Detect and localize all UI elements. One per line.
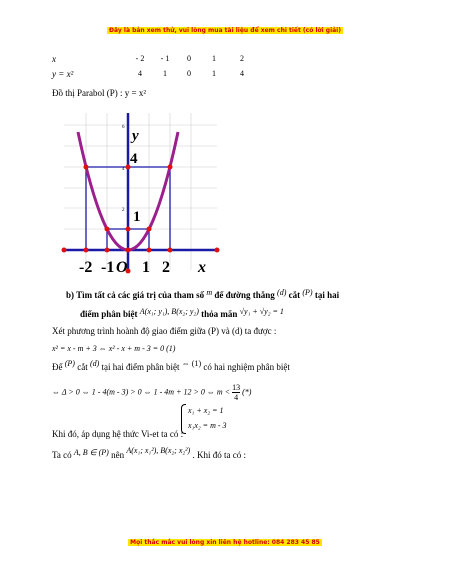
x-value: 2 (240, 54, 244, 63)
part-b-prefix: b) (66, 290, 75, 300)
x-label-neg1: -1 (101, 259, 115, 276)
x-label-1: 1 (142, 259, 150, 276)
solution-equation-1: x² = x - m + 3 ⇔ x² - x + m - 3 = 0 (1) (52, 344, 176, 353)
y-tick-label: 6 (122, 125, 125, 130)
solution-line-6 (52, 446, 246, 461)
symbol-p: (P) (64, 359, 75, 368)
y-tick-label: 2 (122, 208, 125, 213)
vieta-intro: Khi đó, áp dụng hệ thức Vi-et ta có : (52, 429, 184, 439)
inequality-chain: ⇔ Δ > 0 ⇔ 1 - 4(m - 3) > 0 ⇔ 1 - 4m + 12 > 0 ⇔ m < (52, 387, 231, 397)
part-b-line2 (80, 309, 284, 320)
solution-line-3 (52, 359, 290, 373)
y-tick-label: 4 (122, 167, 125, 172)
text-de: Để (52, 362, 63, 372)
text-two-points: tại hai điểm phân biệt (101, 362, 180, 372)
equiv-1: ⇔ (1) (181, 359, 202, 368)
part-b-text: Tìm tất cả các giá trị của tham số (76, 290, 205, 300)
vieta-sum: x₁ + x₂ = 1 (188, 406, 224, 415)
hotline-footer (0, 539, 450, 546)
star-mark: (*) (242, 387, 252, 397)
parabola-graph (52, 105, 230, 283)
text-nen: nên (111, 450, 125, 460)
table-x-label: x (52, 54, 56, 64)
y-axis-label: y (132, 128, 139, 144)
points-ab: A(x₁; y₁), B(x₂; y₂) (139, 307, 199, 316)
label-four: 4 (130, 151, 138, 167)
text-ta-co: Ta có (52, 450, 72, 460)
x-value: 0 (187, 54, 191, 63)
origin-label: O (116, 259, 128, 276)
x-label-neg2: -2 (79, 259, 93, 276)
parabola-p: (P) (302, 288, 313, 297)
ab-in-p: A, B ∈ (P) (73, 448, 109, 457)
graph-points (62, 165, 220, 274)
part-b-mid: để đường thẳng (214, 290, 275, 300)
ab-coordinates: A(x₁; x₁²), B(x₂; x₂²) (126, 446, 191, 455)
part-b-end: tại hai (314, 290, 340, 300)
part-b-line1 (66, 290, 339, 301)
text-khi-do: . Khi đó ta có : (192, 450, 246, 460)
symbol-d: (d) (89, 359, 100, 368)
fraction-denominator: 4 (234, 393, 239, 402)
param-m: m (206, 288, 213, 297)
y-value: 4 (240, 69, 244, 78)
x-value: - 1 (160, 54, 170, 63)
y-value: 0 (187, 69, 191, 78)
x-axis-label: x (198, 259, 206, 276)
y-value: 1 (212, 69, 216, 78)
x-label-2: 2 (162, 259, 170, 276)
solution-line-1: Xét phương trình hoành độ giao điểm giữa (P) và (d) ta được : (52, 326, 277, 336)
vieta-product: x₁x₂ = m - 3 (188, 421, 227, 430)
part-b-satisfy: thỏa mãn (201, 309, 238, 319)
fraction-13-4 (232, 383, 240, 402)
preview-notice-text: Đây là bản xem thử, vui lòng mua tài liệu để xem chi tiết (có lời giải) (109, 27, 341, 34)
solution-inequality (52, 383, 251, 402)
x-value: 1 (212, 54, 216, 63)
text-cat: cắt (77, 362, 88, 372)
graph-grid (64, 113, 217, 270)
part-b-cut: cắt (288, 290, 301, 300)
table-y-label: y = x² (52, 69, 74, 79)
hotline-text: Mọi thắc mắc vui lòng xin liên hệ hotline: 084 283 45 85 (130, 539, 320, 546)
line-d: (d) (277, 288, 287, 297)
preview-notice (0, 27, 450, 34)
fraction-numerator: 13 (232, 383, 241, 392)
x-value: - 2 (135, 54, 145, 63)
label-one: 1 (133, 209, 141, 225)
y-value: 4 (138, 69, 142, 78)
sqrt-condition: √y₁ + √y₂ = 1 (239, 307, 284, 316)
y-value: 1 (163, 69, 167, 78)
text-two-roots: có hai nghiệm phân biệt (203, 362, 290, 372)
part-b-line2-text: điểm phân biệt (80, 309, 138, 319)
graph-caption: Đồ thị Parabol (P) : y = x² (52, 88, 147, 98)
